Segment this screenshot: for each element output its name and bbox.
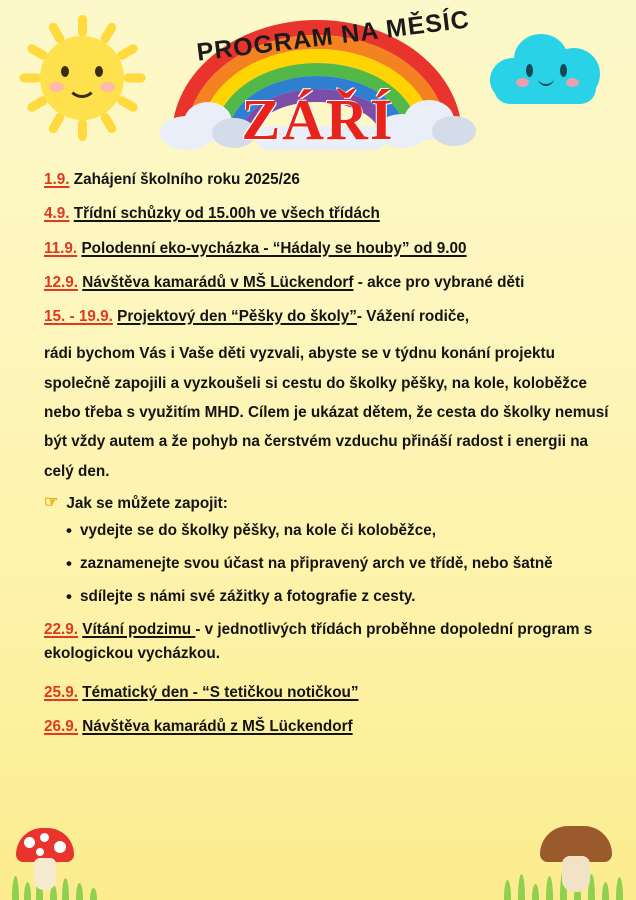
entry-date: 1.9.: [44, 171, 70, 188]
program-entry-3: [44, 237, 610, 260]
program-entry-4: [44, 271, 610, 294]
grass-icon: [0, 874, 636, 900]
program-entry-7: [44, 681, 610, 704]
entry-text: Tématický den - “S tetičkou notičkou”: [82, 683, 359, 701]
entry-text-underlined: Návštěva kamarádů v MŠ Lückendorf: [82, 273, 354, 291]
entry-text: Polodenní eko-vycházka - “Hádaly se houby” od 9.00: [81, 239, 467, 257]
entry-text-underlined: Vítání podzimu: [82, 621, 196, 639]
list-item: • vydejte se do školky pěšky, na kole či koloběžce,: [80, 519, 610, 543]
pointing-hand-icon: ☞: [44, 494, 59, 512]
entry-text-underlined: Projektový den “Pěšky do školy”: [117, 308, 357, 325]
program-entry-2: [44, 202, 610, 225]
engage-heading: [44, 492, 610, 515]
poster-footer: [0, 828, 636, 900]
list-item: • sdílejte s námi své zážitky a fotografie z cesty.: [80, 585, 610, 609]
program-entry-5: [44, 305, 610, 328]
entry-text: Třídní schůzky od 15.00h ve všech třídách: [73, 205, 380, 223]
entry-text: Návštěva kamarádů z MŠ Lückendorf: [82, 718, 353, 736]
entry-text-rest: - akce pro vybrané děti: [353, 273, 525, 291]
program-entry-6: [44, 618, 610, 665]
mushroom-brown-icon: [540, 826, 612, 892]
entry-date: 11.9.: [44, 239, 78, 257]
poster-title-month: ZÁŘÍ: [241, 87, 395, 152]
entry-date: 26.9.: [44, 718, 79, 736]
entry-text: Zahájení školního roku 2025/26: [73, 171, 300, 188]
entry-date: 12.9.: [44, 273, 79, 291]
sun-icon: [22, 18, 142, 138]
entry-date: 25.9.: [44, 683, 79, 701]
program-entry-1: [44, 168, 610, 191]
engage-list: [44, 519, 610, 608]
list-item: • zaznamenejte svou účast na připravený arch ve třídě, nebo šatně: [80, 552, 610, 576]
entry-date: 4.9.: [44, 205, 70, 223]
poster-title-program: PROGRAM NA MĚSÍC: [195, 5, 472, 67]
entry-date: 22.9.: [44, 621, 79, 639]
program-entry-8: [44, 715, 610, 738]
sun-face: [40, 36, 124, 120]
mushroom-red-icon: [16, 828, 74, 890]
engage-label: Jak se můžete zapojit:: [66, 495, 228, 513]
entry-text-rest: - Vážení rodiče,: [356, 308, 470, 325]
program-content: [0, 160, 636, 738]
poster-header: [0, 0, 636, 160]
cloud-icon: [490, 32, 600, 106]
entry-text-rest: - v jednotlivých třídách proběhne dopolední program s ekologickou vycházkou.: [44, 621, 593, 662]
project-paragraph: rádi bychom Vás i Vaše děti vyzvali, abyste se v týdnu konání projektu společně zapojili a vyzkoušeli si cestu do školky pěšky, na kole, koloběžce nebo třeba s využitím MHD. Cílem je ukázat dětem, že cesta do školky nemusí být vždy autem a že pohyb na čerstvém vzduchu přináší radost i energii na celý den.: [44, 345, 609, 480]
entry-date: 15. - 19.9.: [44, 308, 113, 325]
